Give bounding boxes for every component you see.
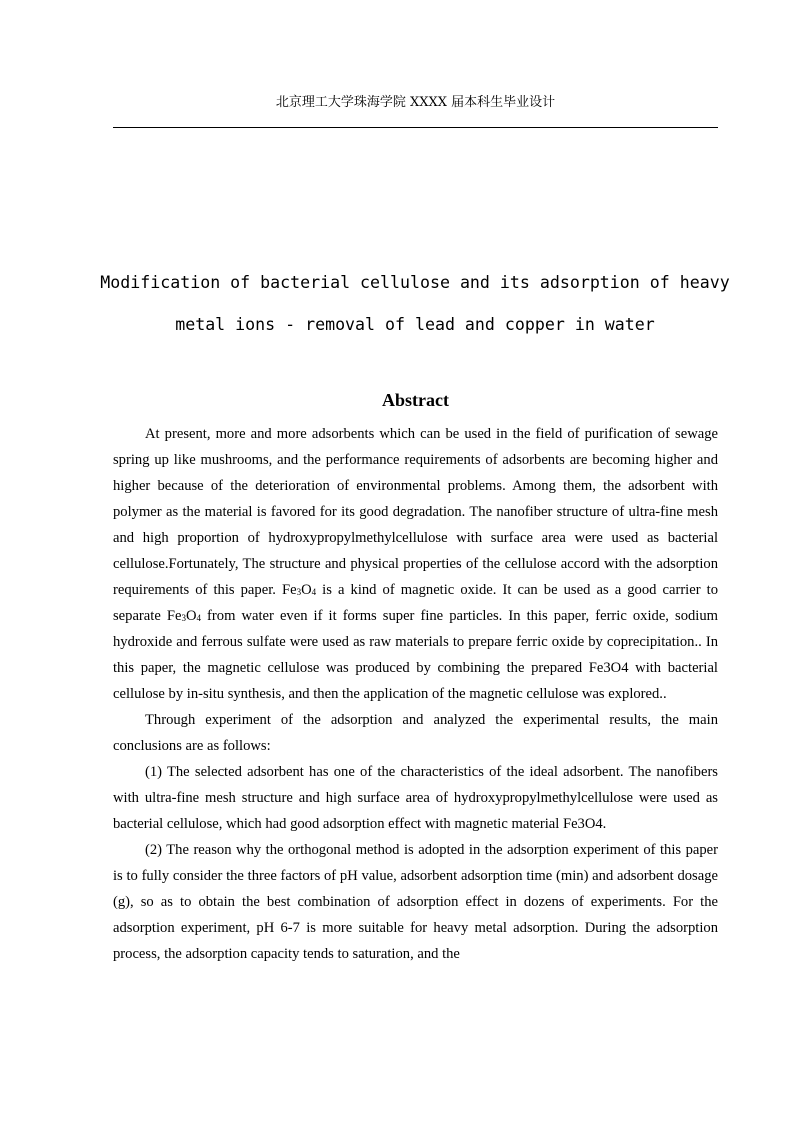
abstract-paragraph-4: (2) The reason why the orthogonal method is adopted in the adsorption experiment of this paper is to fully consider the three factors of pH value, adsorbent adsorption time (min) and adsorbent dosage (g), so as to obtain the best combination of adsorption effect in dozens of experiments. For the adsorption experiment, pH 6-7 is more suitable for heavy metal adsorption. During the adsorption process, the adsorption capacity tends to saturation, and the	[113, 842, 718, 962]
abstract-paragraph-3: (1) The selected adsorbent has one of the characteristics of the ideal adsorbent. The nanofibers with ultra-fine mesh structure and high surface area of hydroxypropylmethylcellulose were used as bacterial cellulose, which had good adsorption effect with magnetic material Fe3O4.	[113, 764, 718, 832]
paper-title	[100, 262, 730, 346]
paper-title-line-2: metal ions - removal of lead and copper in water	[175, 315, 655, 334]
header-rule	[113, 127, 718, 128]
abstract-paragraph-2: Through experiment of the adsorption and analyzed the experimental results, the main conclusions are as follows:	[113, 712, 718, 754]
abstract-heading: Abstract	[382, 390, 449, 410]
page-header: 北京理工大学珠海学院 XXXX 届本科生毕业设计	[275, 95, 556, 110]
paper-title-line-1: Modification of bacterial cellulose and its adsorption of heavy	[100, 273, 730, 292]
abstract-paragraph-1: At present, more and more adsorbents which can be used in the field of purification of sewage spring up like mushrooms, and the performance requirements of adsorbents are becoming higher and higher because of the deterioration of environmental problems. Among them, the adsorbent with polymer as the material is favored for its good degradation. The nanofiber structure of ultra-fine mesh and high proportion of hydroxypropylmethylcellulose with surface area were used as bacterial cellulose.Fortunately, The structure and physical properties of the cellulose accord with the adsorption requirements of this paper. $Fe_3O_4$ is a kind of magnetic oxide. It can be used as a good carrier to separate $Fe_3O_4$ from water even if it forms super fine particles. In this paper, ferric oxide, sodium hydroxide and ferrous sulfate were used as raw materials to prepare ferric oxide by coprecipitation.. In this paper, the magnetic cellulose was produced by combining the prepared Fe3O4 with bacterial cellulose by in-situ synthesis, and then the application of the magnetic cellulose was explored..	[113, 426, 718, 702]
abstract-body	[113, 421, 718, 967]
